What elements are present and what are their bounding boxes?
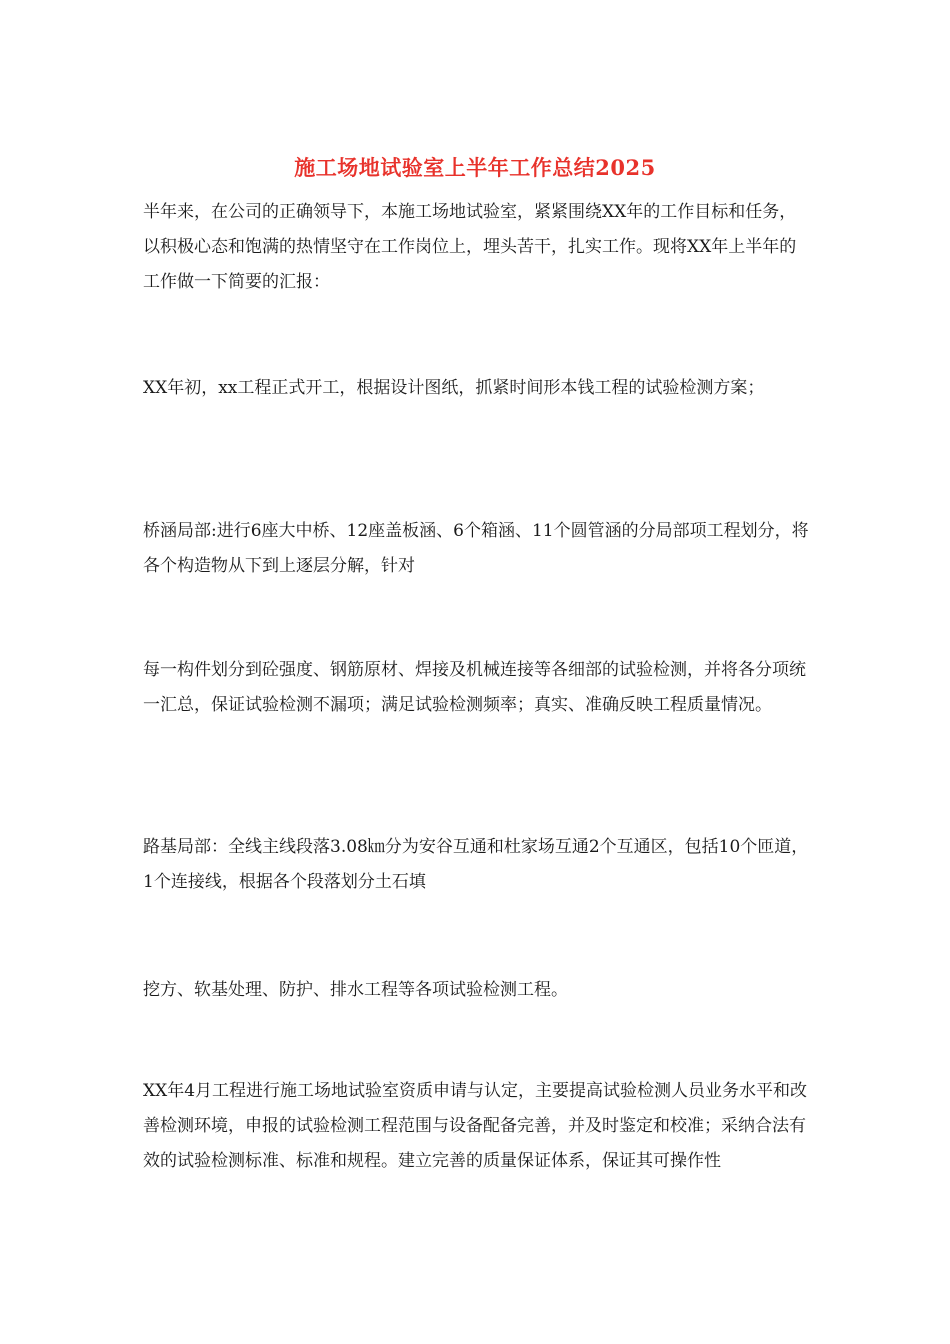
- paragraph-bridges-culverts: 桥涵局部:进行6座大中桥、12座盖板涵、6个箱涵、11个圆管涵的分局部项工程划分，将各个构造物从下到上逐层分解，针对: [143, 521, 809, 576]
- paragraph-component-testing: 每一构件划分到砼强度、钢筋原材、焊接及机械连接等各细部的试验检测，并将各分项统一汇总，保证试验检测不漏项；满足试验检测频率；真实、准确反映工程质量情况。: [143, 660, 806, 715]
- paragraph-intro: 半年来，在公司的正确领导下，本施工场地试验室，紧紧围绕XX年的工作目标和任务，以积极心态和饱满的热情坚守在工作岗位上，埋头苦干，扎实工作。现将XX年上半年的工作做一下简要的汇报：: [143, 202, 797, 292]
- paragraph-subgrade: 路基局部：全线主线段落3.08㎞分为安谷互通和杜家场互通2个互通区，包括10个匝道，1个连接线，根据各个段落划分土石填: [143, 837, 809, 892]
- document-title: 施工场地试验室上半年工作总结2025: [294, 155, 656, 180]
- paragraph-project-start: XX年初，xx工程正式开工，根据设计图纸，抓紧时间形本钱工程的试验检测方案；: [143, 378, 765, 398]
- paragraph-earthwork: 挖方、软基处理、防护、排水工程等各项试验检测工程。: [143, 980, 568, 1000]
- paragraph-lab-qualification: XX年4月工程进行施工场地试验室资质申请与认定，主要提高试验检测人员业务水平和改善检测环境，申报的试验检测工程范围与设备配备完善，并及时鉴定和校准；采纳合法有效的试验检测标准、标准和规程。建立完善的质量保证体系，保证其可操作性: [143, 1081, 808, 1171]
